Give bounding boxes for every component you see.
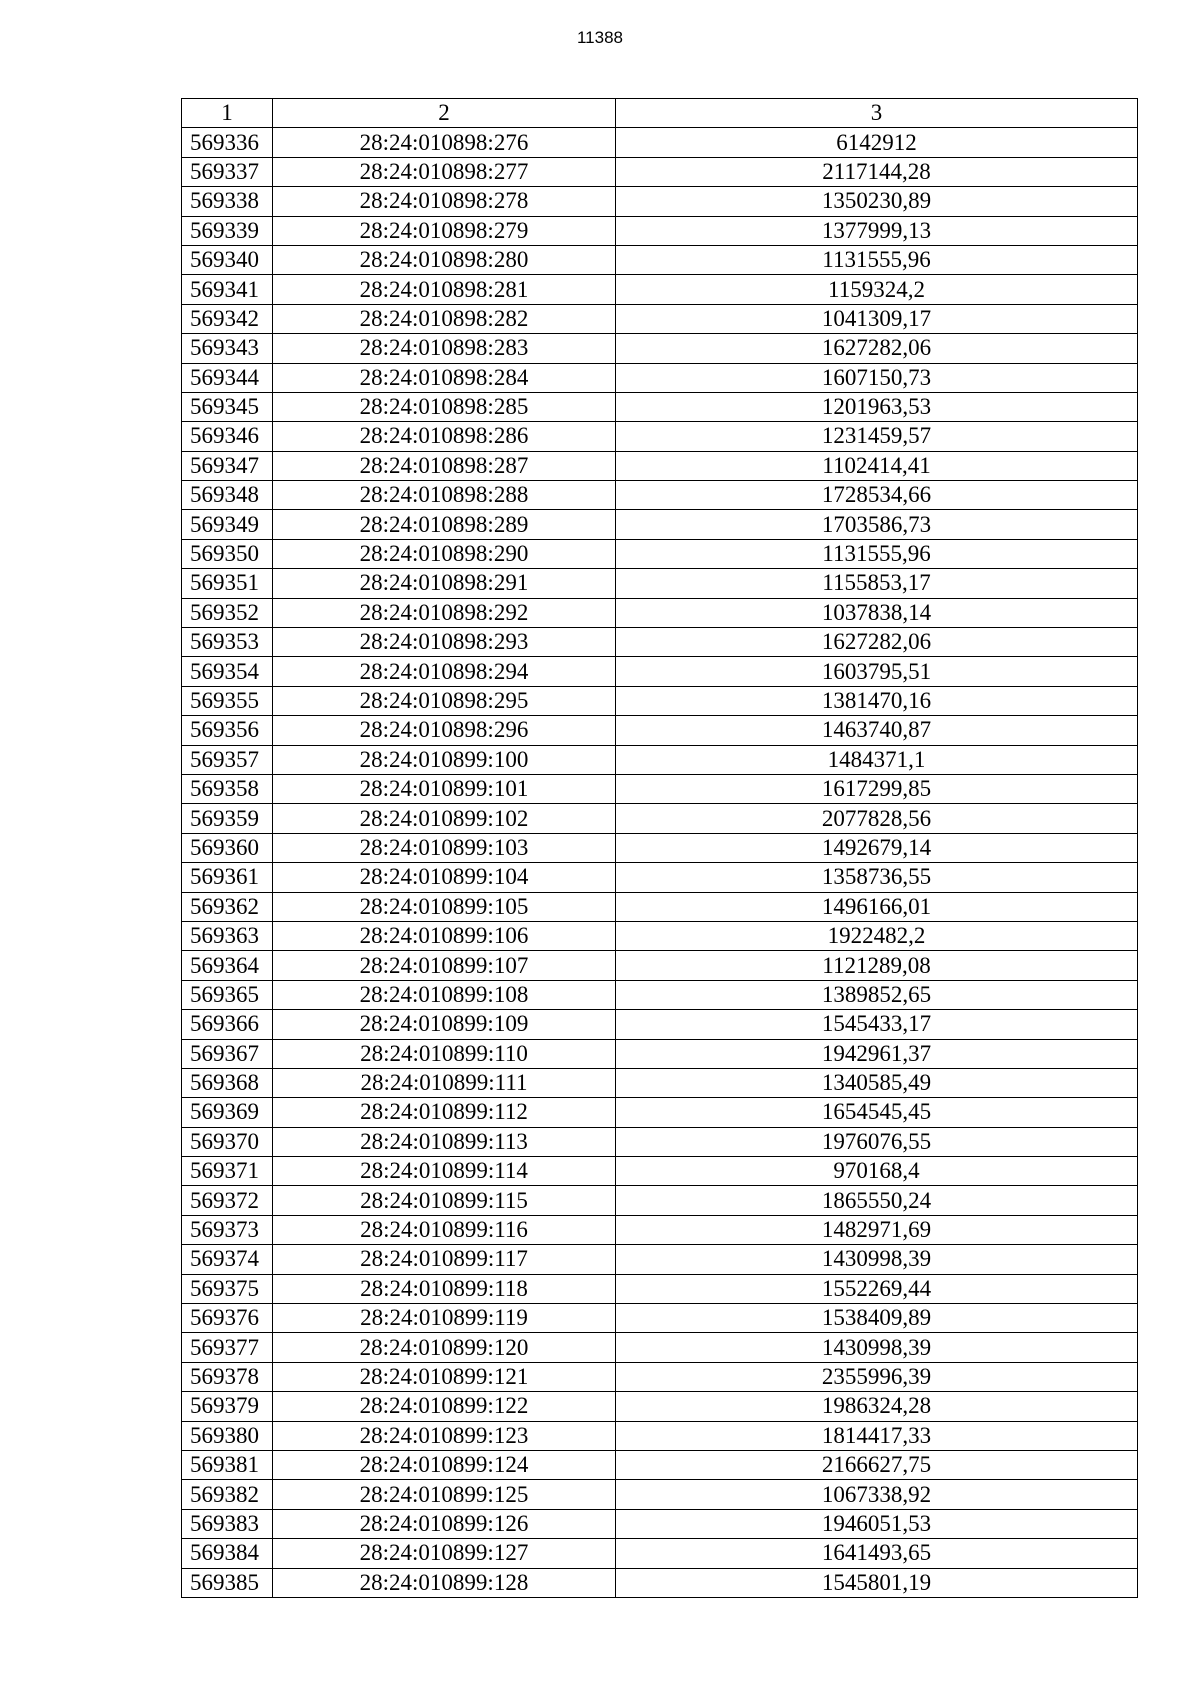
table-row bbox=[182, 892, 1138, 921]
cadastral-number-cell: 28:24:010899:115 bbox=[273, 1186, 616, 1215]
cadastral-number-cell: 28:24:010898:284 bbox=[273, 363, 616, 392]
cadastral-number-cell: 28:24:010899:124 bbox=[273, 1450, 616, 1479]
row-number-cell: 569347 bbox=[182, 451, 273, 480]
table-row bbox=[182, 187, 1138, 216]
row-number-cell: 569362 bbox=[182, 892, 273, 921]
table-row bbox=[182, 833, 1138, 862]
row-number-cell: 569345 bbox=[182, 392, 273, 421]
cadastral-number-cell: 28:24:010899:120 bbox=[273, 1333, 616, 1362]
row-number-cell: 569383 bbox=[182, 1509, 273, 1538]
cadastral-number-cell: 28:24:010899:112 bbox=[273, 1098, 616, 1127]
value-cell: 1041309,17 bbox=[616, 304, 1138, 333]
value-cell: 1377999,13 bbox=[616, 216, 1138, 245]
cadastral-number-cell: 28:24:010898:288 bbox=[273, 481, 616, 510]
table-row bbox=[182, 539, 1138, 568]
table-row bbox=[182, 716, 1138, 745]
cadastral-number-cell: 28:24:010898:281 bbox=[273, 275, 616, 304]
row-number-cell: 569342 bbox=[182, 304, 273, 333]
row-number-cell: 569355 bbox=[182, 686, 273, 715]
table-row bbox=[182, 1068, 1138, 1097]
row-number-cell: 569369 bbox=[182, 1098, 273, 1127]
value-cell: 1492679,14 bbox=[616, 833, 1138, 862]
value-cell: 1159324,2 bbox=[616, 275, 1138, 304]
cadastral-number-cell: 28:24:010899:103 bbox=[273, 833, 616, 862]
cadastral-number-cell: 28:24:010899:127 bbox=[273, 1539, 616, 1568]
cadastral-number-cell: 28:24:010899:105 bbox=[273, 892, 616, 921]
cadastral-number-cell: 28:24:010899:111 bbox=[273, 1068, 616, 1097]
row-number-cell: 569381 bbox=[182, 1450, 273, 1479]
row-number-cell: 569360 bbox=[182, 833, 273, 862]
value-cell: 1814417,33 bbox=[616, 1421, 1138, 1450]
value-cell: 1381470,16 bbox=[616, 686, 1138, 715]
cadastral-number-cell: 28:24:010898:277 bbox=[273, 157, 616, 186]
value-cell: 1946051,53 bbox=[616, 1509, 1138, 1538]
row-number-cell: 569357 bbox=[182, 745, 273, 774]
table-row bbox=[182, 422, 1138, 451]
value-cell: 1703586,73 bbox=[616, 510, 1138, 539]
column-header: 1 bbox=[182, 99, 273, 128]
value-cell: 1389852,65 bbox=[616, 980, 1138, 1009]
row-number-cell: 569363 bbox=[182, 921, 273, 950]
row-number-cell: 569354 bbox=[182, 657, 273, 686]
table-row bbox=[182, 745, 1138, 774]
table-row bbox=[182, 1539, 1138, 1568]
row-number-cell: 569372 bbox=[182, 1186, 273, 1215]
row-number-cell: 569346 bbox=[182, 422, 273, 451]
row-number-cell: 569385 bbox=[182, 1568, 273, 1597]
value-cell: 1641493,65 bbox=[616, 1539, 1138, 1568]
table-row bbox=[182, 804, 1138, 833]
table-row bbox=[182, 1098, 1138, 1127]
row-number-cell: 569351 bbox=[182, 569, 273, 598]
cadastral-number-cell: 28:24:010899:123 bbox=[273, 1421, 616, 1450]
cadastral-number-cell: 28:24:010899:114 bbox=[273, 1157, 616, 1186]
table-row bbox=[182, 598, 1138, 627]
value-cell: 1545801,19 bbox=[616, 1568, 1138, 1597]
value-cell: 1155853,17 bbox=[616, 569, 1138, 598]
cadastral-number-cell: 28:24:010898:282 bbox=[273, 304, 616, 333]
cadastral-number-cell: 28:24:010899:118 bbox=[273, 1274, 616, 1303]
value-cell: 1350230,89 bbox=[616, 187, 1138, 216]
row-number-cell: 569379 bbox=[182, 1392, 273, 1421]
table-row bbox=[182, 128, 1138, 157]
row-number-cell: 569384 bbox=[182, 1539, 273, 1568]
table-body bbox=[182, 128, 1138, 1598]
cadastral-number-cell: 28:24:010898:295 bbox=[273, 686, 616, 715]
table-row bbox=[182, 245, 1138, 274]
value-cell: 1484371,1 bbox=[616, 745, 1138, 774]
row-number-cell: 569371 bbox=[182, 1157, 273, 1186]
cadastral-number-cell: 28:24:010899:108 bbox=[273, 980, 616, 1009]
table-row bbox=[182, 1480, 1138, 1509]
table-row bbox=[182, 980, 1138, 1009]
cadastral-number-cell: 28:24:010899:100 bbox=[273, 745, 616, 774]
cadastral-number-cell: 28:24:010899:101 bbox=[273, 774, 616, 803]
value-cell: 1986324,28 bbox=[616, 1392, 1138, 1421]
value-cell: 1358736,55 bbox=[616, 863, 1138, 892]
table-row bbox=[182, 481, 1138, 510]
row-number-cell: 569374 bbox=[182, 1245, 273, 1274]
row-number-cell: 569377 bbox=[182, 1333, 273, 1362]
table-row bbox=[182, 304, 1138, 333]
table-row bbox=[182, 451, 1138, 480]
row-number-cell: 569364 bbox=[182, 951, 273, 980]
value-cell: 6142912 bbox=[616, 128, 1138, 157]
table-row bbox=[182, 392, 1138, 421]
table-row bbox=[182, 774, 1138, 803]
table-row bbox=[182, 1039, 1138, 1068]
row-number-cell: 569373 bbox=[182, 1215, 273, 1244]
value-cell: 1430998,39 bbox=[616, 1245, 1138, 1274]
row-number-cell: 569365 bbox=[182, 980, 273, 1009]
table-row bbox=[182, 363, 1138, 392]
value-cell: 2166627,75 bbox=[616, 1450, 1138, 1479]
row-number-cell: 569352 bbox=[182, 598, 273, 627]
row-number-cell: 569340 bbox=[182, 245, 273, 274]
row-number-cell: 569368 bbox=[182, 1068, 273, 1097]
row-number-cell: 569366 bbox=[182, 1010, 273, 1039]
value-cell: 1865550,24 bbox=[616, 1186, 1138, 1215]
value-cell: 1482971,69 bbox=[616, 1215, 1138, 1244]
cadastral-number-cell: 28:24:010899:116 bbox=[273, 1215, 616, 1244]
value-cell: 2077828,56 bbox=[616, 804, 1138, 833]
cadastral-number-cell: 28:24:010898:287 bbox=[273, 451, 616, 480]
value-cell: 1067338,92 bbox=[616, 1480, 1138, 1509]
row-number-cell: 569380 bbox=[182, 1421, 273, 1450]
row-number-cell: 569367 bbox=[182, 1039, 273, 1068]
row-number-cell: 569344 bbox=[182, 363, 273, 392]
value-cell: 1496166,01 bbox=[616, 892, 1138, 921]
table-row bbox=[182, 921, 1138, 950]
cadastral-number-cell: 28:24:010898:285 bbox=[273, 392, 616, 421]
cadastral-number-cell: 28:24:010899:122 bbox=[273, 1392, 616, 1421]
row-number-cell: 569356 bbox=[182, 716, 273, 745]
cadastral-number-cell: 28:24:010898:279 bbox=[273, 216, 616, 245]
value-cell: 1627282,06 bbox=[616, 334, 1138, 363]
table-row bbox=[182, 334, 1138, 363]
value-cell: 2117144,28 bbox=[616, 157, 1138, 186]
cadastral-number-cell: 28:24:010899:109 bbox=[273, 1010, 616, 1039]
row-number-cell: 569359 bbox=[182, 804, 273, 833]
cadastral-number-cell: 28:24:010898:280 bbox=[273, 245, 616, 274]
table-row bbox=[182, 1274, 1138, 1303]
row-number-cell: 569343 bbox=[182, 334, 273, 363]
table-row bbox=[182, 569, 1138, 598]
cadastral-number-cell: 28:24:010898:292 bbox=[273, 598, 616, 627]
table-row bbox=[182, 1304, 1138, 1333]
cadastral-number-cell: 28:24:010898:293 bbox=[273, 628, 616, 657]
cadastral-number-cell: 28:24:010899:119 bbox=[273, 1304, 616, 1333]
row-number-cell: 569337 bbox=[182, 157, 273, 186]
table-row bbox=[182, 1245, 1138, 1274]
value-cell: 1603795,51 bbox=[616, 657, 1138, 686]
row-number-cell: 569338 bbox=[182, 187, 273, 216]
table-row bbox=[182, 951, 1138, 980]
cadastral-number-cell: 28:24:010898:294 bbox=[273, 657, 616, 686]
value-cell: 1922482,2 bbox=[616, 921, 1138, 950]
value-cell: 970168,4 bbox=[616, 1157, 1138, 1186]
value-cell: 1627282,06 bbox=[616, 628, 1138, 657]
value-cell: 1231459,57 bbox=[616, 422, 1138, 451]
row-number-cell: 569350 bbox=[182, 539, 273, 568]
value-cell: 1463740,87 bbox=[616, 716, 1138, 745]
table-row bbox=[182, 1010, 1138, 1039]
value-cell: 1102414,41 bbox=[616, 451, 1138, 480]
row-number-cell: 569378 bbox=[182, 1362, 273, 1391]
column-header: 3 bbox=[616, 99, 1138, 128]
table-row bbox=[182, 1157, 1138, 1186]
row-number-cell: 569375 bbox=[182, 1274, 273, 1303]
value-cell: 1430998,39 bbox=[616, 1333, 1138, 1362]
row-number-cell: 569382 bbox=[182, 1480, 273, 1509]
table-row bbox=[182, 1127, 1138, 1156]
table-row bbox=[182, 1568, 1138, 1597]
cadastral-number-cell: 28:24:010899:104 bbox=[273, 863, 616, 892]
data-table bbox=[181, 98, 1138, 1598]
cadastral-number-cell: 28:24:010898:291 bbox=[273, 569, 616, 598]
value-cell: 1131555,96 bbox=[616, 539, 1138, 568]
value-cell: 1728534,66 bbox=[616, 481, 1138, 510]
row-number-cell: 569370 bbox=[182, 1127, 273, 1156]
table-row bbox=[182, 157, 1138, 186]
cadastral-number-cell: 28:24:010899:110 bbox=[273, 1039, 616, 1068]
value-cell: 1545433,17 bbox=[616, 1010, 1138, 1039]
value-cell: 1552269,44 bbox=[616, 1274, 1138, 1303]
cadastral-number-cell: 28:24:010898:296 bbox=[273, 716, 616, 745]
cadastral-number-cell: 28:24:010899:107 bbox=[273, 951, 616, 980]
value-cell: 1942961,37 bbox=[616, 1039, 1138, 1068]
value-cell: 1654545,45 bbox=[616, 1098, 1138, 1127]
value-cell: 1037838,14 bbox=[616, 598, 1138, 627]
table-row bbox=[182, 1362, 1138, 1391]
table-row bbox=[182, 1215, 1138, 1244]
cadastral-number-cell: 28:24:010899:102 bbox=[273, 804, 616, 833]
cadastral-number-cell: 28:24:010898:289 bbox=[273, 510, 616, 539]
table-row bbox=[182, 216, 1138, 245]
row-number-cell: 569348 bbox=[182, 481, 273, 510]
table-row bbox=[182, 628, 1138, 657]
table-row bbox=[182, 863, 1138, 892]
cadastral-number-cell: 28:24:010898:286 bbox=[273, 422, 616, 451]
value-cell: 1340585,49 bbox=[616, 1068, 1138, 1097]
row-number-cell: 569353 bbox=[182, 628, 273, 657]
table-row bbox=[182, 510, 1138, 539]
value-cell: 2355996,39 bbox=[616, 1362, 1138, 1391]
page-number: 11388 bbox=[576, 28, 623, 47]
table-row bbox=[182, 1509, 1138, 1538]
row-number-cell: 569339 bbox=[182, 216, 273, 245]
table-row bbox=[182, 1392, 1138, 1421]
cadastral-number-cell: 28:24:010899:121 bbox=[273, 1362, 616, 1391]
cadastral-number-cell: 28:24:010899:106 bbox=[273, 921, 616, 950]
value-cell: 1121289,08 bbox=[616, 951, 1138, 980]
cadastral-number-cell: 28:24:010898:278 bbox=[273, 187, 616, 216]
value-cell: 1131555,96 bbox=[616, 245, 1138, 274]
row-number-cell: 569349 bbox=[182, 510, 273, 539]
cadastral-number-cell: 28:24:010899:125 bbox=[273, 1480, 616, 1509]
table-row bbox=[182, 275, 1138, 304]
cadastral-number-cell: 28:24:010898:276 bbox=[273, 128, 616, 157]
row-number-cell: 569376 bbox=[182, 1304, 273, 1333]
cadastral-number-cell: 28:24:010899:117 bbox=[273, 1245, 616, 1274]
value-cell: 1607150,73 bbox=[616, 363, 1138, 392]
row-number-cell: 569358 bbox=[182, 774, 273, 803]
table-row bbox=[182, 1186, 1138, 1215]
value-cell: 1538409,89 bbox=[616, 1304, 1138, 1333]
column-header: 2 bbox=[273, 99, 616, 128]
table-row bbox=[182, 686, 1138, 715]
table-row bbox=[182, 657, 1138, 686]
cadastral-number-cell: 28:24:010898:283 bbox=[273, 334, 616, 363]
row-number-cell: 569361 bbox=[182, 863, 273, 892]
table-row bbox=[182, 1450, 1138, 1479]
table-header-row bbox=[182, 99, 1138, 128]
row-number-cell: 569336 bbox=[182, 128, 273, 157]
value-cell: 1617299,85 bbox=[616, 774, 1138, 803]
cadastral-number-cell: 28:24:010899:128 bbox=[273, 1568, 616, 1597]
cadastral-number-cell: 28:24:010899:126 bbox=[273, 1509, 616, 1538]
table-row bbox=[182, 1421, 1138, 1450]
value-cell: 1201963,53 bbox=[616, 392, 1138, 421]
row-number-cell: 569341 bbox=[182, 275, 273, 304]
cadastral-number-cell: 28:24:010898:290 bbox=[273, 539, 616, 568]
cadastral-number-cell: 28:24:010899:113 bbox=[273, 1127, 616, 1156]
table-row bbox=[182, 1333, 1138, 1362]
value-cell: 1976076,55 bbox=[616, 1127, 1138, 1156]
